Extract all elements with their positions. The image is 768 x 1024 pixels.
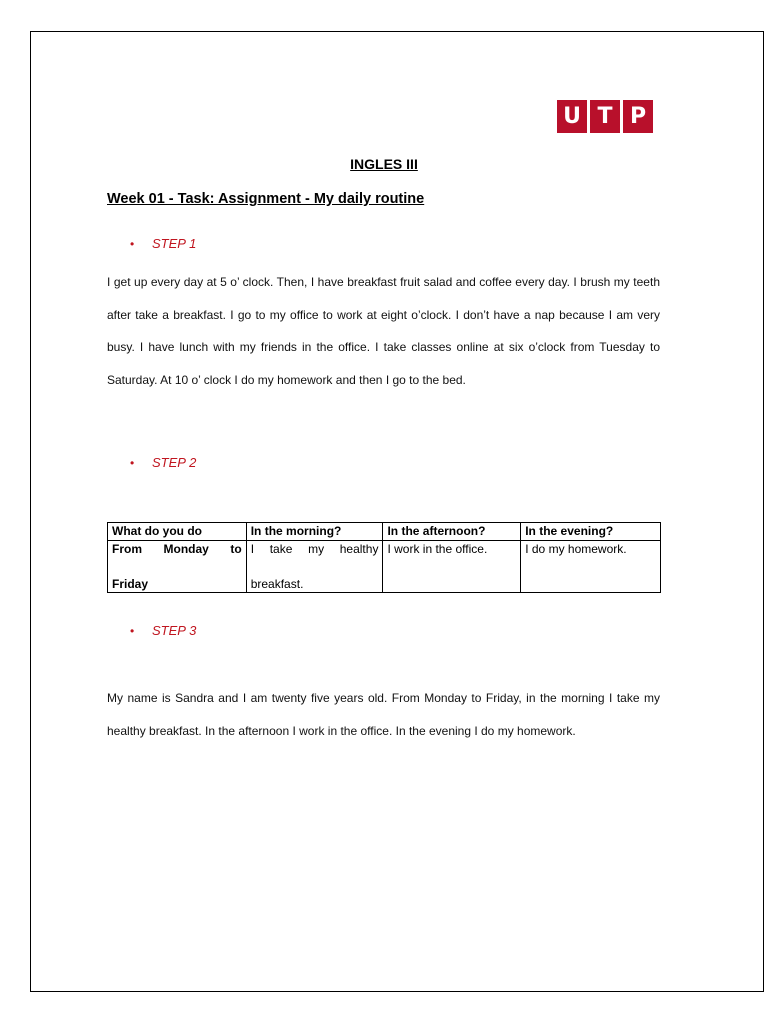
bullet-icon: • <box>130 456 135 470</box>
table-cell-morning <box>246 541 383 593</box>
morning-line-2: breakfast. <box>250 577 304 591</box>
step-1-heading <box>130 236 196 251</box>
step-1-label: STEP 1 <box>152 236 197 251</box>
utp-logo <box>557 100 653 133</box>
logo-letter-p: P <box>623 100 653 133</box>
table-header-cell: In the evening? <box>521 523 661 541</box>
step-1-paragraph: I get up every day at 5 o’ clock. Then, I have breakfast fruit salad and coffee every day. I brush my teeth after take a breakfast. I go to my office to work at eight o’clock. I don’t have a nap because I am very busy. I have lunch with my friends in the office. I take classes online at six o’clock from Tuesday to Saturday. At 10 o’ clock I do my homework and then I go to the bed. <box>107 275 660 387</box>
morning-line-1: I take my healthy <box>250 542 379 556</box>
table-cell-evening: I do my homework. <box>521 541 661 593</box>
table-header-cell: In the morning? <box>246 523 383 541</box>
document-subtitle: Week 01 - Task: Assignment - My daily routine <box>107 191 425 207</box>
step-3-label: STEP 3 <box>152 623 197 638</box>
days-line-2: Friday <box>112 577 149 591</box>
bullet-icon: • <box>130 624 135 638</box>
bullet-icon: • <box>130 237 135 251</box>
routine-table <box>107 522 661 593</box>
table-header-cell: What do you do <box>108 523 247 541</box>
step-2-label: STEP 2 <box>152 455 197 470</box>
table-row <box>108 541 661 593</box>
step-3-heading <box>130 623 196 638</box>
table-cell-days <box>108 541 247 593</box>
step-3-paragraph: My name is Sandra and I am twenty five years old. From Monday to Friday, in the morning I take my healthy breakfast. In the afternoon I work in the office. In the evening I do my homework. <box>107 691 660 738</box>
table-cell-afternoon: I work in the office. <box>383 541 521 593</box>
days-line-1: From Monday to <box>112 542 242 556</box>
table-header-cell: In the afternoon? <box>383 523 521 541</box>
step-2-heading <box>130 455 196 470</box>
logo-letter-u: U <box>557 100 587 133</box>
document-page <box>30 31 764 992</box>
logo-letter-t: T <box>590 100 620 133</box>
document-title: INGLES III <box>350 156 418 172</box>
table-header-row <box>108 523 661 541</box>
